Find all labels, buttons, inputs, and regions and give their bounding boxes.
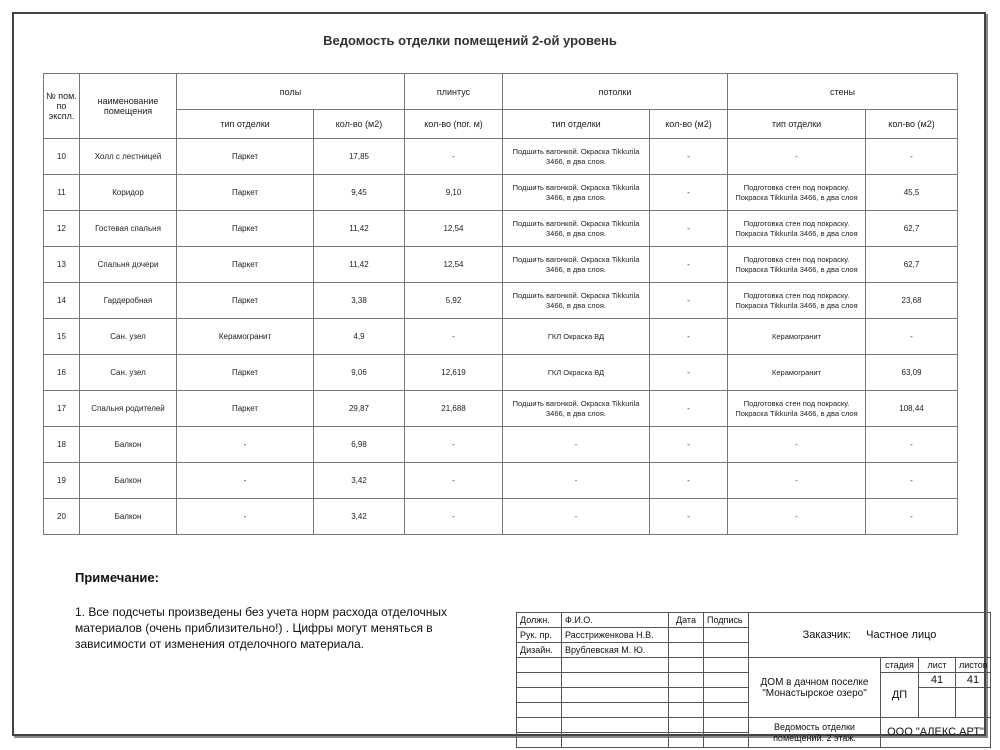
cell-plinth-qty: 5,92 — [405, 283, 503, 319]
cell-floor-qty: 11,42 — [314, 211, 405, 247]
stamp-col-date: Дата — [669, 613, 704, 628]
cell-ceiling-qty: - — [650, 247, 728, 283]
table-row — [44, 139, 958, 175]
stamp-empty — [956, 688, 991, 718]
header-room-number: № пом. по экспл. — [44, 74, 80, 139]
cell-room-number: 17 — [44, 391, 80, 427]
cell-room-number: 11 — [44, 175, 80, 211]
stamp-empty — [517, 658, 562, 673]
cell-wall-type: Подготовка стен под покраску. Покраска Tikkurila 3466, в два слоя — [728, 283, 866, 319]
cell-floor-type: Паркет — [177, 139, 314, 175]
stamp-stage: ДП — [881, 673, 919, 718]
stamp-col-name: Ф.И.О. — [562, 613, 669, 628]
stamp-drawing-title: Ведомость отделки помещений. 2 этаж. — [749, 718, 881, 748]
stamp-empty — [669, 658, 704, 673]
cell-room-number: 18 — [44, 427, 80, 463]
table-row — [44, 355, 958, 391]
cell-floor-type: Паркет — [177, 247, 314, 283]
cell-room-name: Гостевая спальня — [80, 211, 177, 247]
cell-floor-type: - — [177, 427, 314, 463]
table-row — [44, 247, 958, 283]
stamp-empty — [562, 673, 669, 688]
stamp-object: ДОМ в дачном поселке "Монастырское озеро" — [749, 658, 881, 718]
cell-room-number: 15 — [44, 319, 80, 355]
cell-ceiling-type: Подшить вагонкой. Окраска Tikkurila 3466, в два слоя. — [503, 175, 650, 211]
cell-wall-type: Керамогранит — [728, 319, 866, 355]
cell-room-number: 12 — [44, 211, 80, 247]
schedule-body — [44, 139, 958, 535]
cell-ceiling-qty: - — [650, 211, 728, 247]
table-row — [44, 319, 958, 355]
stamp-empty — [704, 688, 749, 703]
cell-floor-qty: 29,87 — [314, 391, 405, 427]
stamp-empty — [562, 703, 669, 718]
table-row — [44, 463, 958, 499]
header-plinth: плинтус — [405, 74, 503, 110]
cell-floor-qty: 9,06 — [314, 355, 405, 391]
stamp-empty — [517, 718, 562, 733]
cell-room-name: Спальня дочери — [80, 247, 177, 283]
stamp-empty — [517, 673, 562, 688]
cell-room-name: Балкон — [80, 427, 177, 463]
cell-floor-type: Паркет — [177, 355, 314, 391]
header-floor-qty: кол-во (м2) — [314, 110, 405, 139]
cell-ceiling-type: ГКЛ Окраска ВД — [503, 355, 650, 391]
cell-wall-qty: 63,09 — [866, 355, 958, 391]
cell-wall-qty: - — [866, 499, 958, 535]
note-title: Примечание: — [75, 570, 159, 585]
cell-plinth-qty: - — [405, 499, 503, 535]
stamp-col-sign: Подпись — [704, 613, 749, 628]
cell-floor-type: - — [177, 463, 314, 499]
cell-floor-type: Керамогранит — [177, 319, 314, 355]
cell-floor-qty: 11,42 — [314, 247, 405, 283]
stamp-customer-label: Заказчик: — [802, 628, 851, 641]
stamp-empty — [669, 703, 704, 718]
title-block — [516, 612, 991, 748]
cell-room-name: Гардеробная — [80, 283, 177, 319]
cell-wall-type: - — [728, 139, 866, 175]
cell-ceiling-qty: - — [650, 139, 728, 175]
stamp-date-2 — [669, 643, 704, 658]
stamp-empty — [517, 733, 562, 748]
header-floor-type: тип отделки — [177, 110, 314, 139]
cell-plinth-qty: - — [405, 427, 503, 463]
cell-ceiling-qty: - — [650, 463, 728, 499]
cell-wall-type: - — [728, 463, 866, 499]
cell-room-name: Спальня родителей — [80, 391, 177, 427]
header-ceiling-qty: кол-во (м2) — [650, 110, 728, 139]
cell-ceiling-qty: - — [650, 499, 728, 535]
cell-ceiling-type: Подшить вагонкой. Окраска Tikkurila 3466, в два слоя. — [503, 211, 650, 247]
cell-wall-qty: 108,44 — [866, 391, 958, 427]
stamp-col-position: Должн. — [517, 613, 562, 628]
cell-ceiling-type: - — [503, 499, 650, 535]
header-floors: полы — [177, 74, 405, 110]
cell-plinth-qty: - — [405, 463, 503, 499]
cell-wall-type: Подготовка стен под покраску. Покраска Tikkurila 3466, в два слоя — [728, 391, 866, 427]
cell-floor-type: Паркет — [177, 211, 314, 247]
cell-room-name: Балкон — [80, 499, 177, 535]
cell-ceiling-type: Подшить вагонкой. Окраска Tikkurila 3466, в два слоя. — [503, 283, 650, 319]
stamp-customer-cell — [749, 613, 991, 658]
stamp-empty — [669, 718, 704, 733]
cell-room-number: 20 — [44, 499, 80, 535]
header-walls: стены — [728, 74, 958, 110]
stamp-empty — [919, 688, 956, 718]
stamp-person-1: Расстриженкова Н.В. — [562, 628, 669, 643]
table-row — [44, 499, 958, 535]
cell-wall-qty: - — [866, 463, 958, 499]
table-row — [44, 211, 958, 247]
stamp-empty — [669, 673, 704, 688]
cell-wall-qty: 45,5 — [866, 175, 958, 211]
cell-plinth-qty: 9,10 — [405, 175, 503, 211]
cell-ceiling-type: - — [503, 463, 650, 499]
stamp-empty — [704, 673, 749, 688]
cell-room-number: 13 — [44, 247, 80, 283]
stamp-empty — [562, 733, 669, 748]
cell-ceiling-qty: - — [650, 283, 728, 319]
cell-floor-qty: 9,45 — [314, 175, 405, 211]
cell-floor-qty: 3,38 — [314, 283, 405, 319]
cell-wall-qty: - — [866, 139, 958, 175]
table-row — [44, 175, 958, 211]
header-plinth-qty: кол-во (пог. м) — [405, 110, 503, 139]
cell-wall-type: - — [728, 499, 866, 535]
cell-plinth-qty: 21,688 — [405, 391, 503, 427]
note-text: 1. Все подсчеты произведены без учета норм расхода отделочных материалов (очень приблизительно!) . Цифры могут меняться в зависимости от изменения отделочного материала. — [75, 605, 447, 651]
stamp-empty — [704, 718, 749, 733]
stamp-empty — [704, 733, 749, 748]
stamp-sheets: 41 — [956, 673, 991, 688]
cell-floor-qty: 3,42 — [314, 463, 405, 499]
cell-room-number: 14 — [44, 283, 80, 319]
cell-room-name: Балкон — [80, 463, 177, 499]
cell-floor-type: Паркет — [177, 283, 314, 319]
stamp-sign-2 — [704, 643, 749, 658]
cell-wall-qty: 62,7 — [866, 211, 958, 247]
table-row — [44, 391, 958, 427]
stamp-empty — [669, 688, 704, 703]
cell-plinth-qty: 12,54 — [405, 247, 503, 283]
cell-wall-qty: 23,68 — [866, 283, 958, 319]
cell-floor-qty: 17,85 — [314, 139, 405, 175]
stamp-empty — [704, 658, 749, 673]
cell-wall-type: Керамогранит — [728, 355, 866, 391]
cell-plinth-qty: - — [405, 319, 503, 355]
cell-ceiling-qty: - — [650, 427, 728, 463]
cell-floor-qty: 4,9 — [314, 319, 405, 355]
header-room-name: наименование помещения — [80, 74, 177, 139]
cell-floor-qty: 3,42 — [314, 499, 405, 535]
stamp-company: ООО "АЛЕКС.АРТ" — [881, 718, 991, 748]
stamp-role-1: Рук. пр. — [517, 628, 562, 643]
cell-room-number: 10 — [44, 139, 80, 175]
stamp-empty — [562, 718, 669, 733]
page-title: Ведомость отделки помещений 2-ой уровень — [323, 33, 617, 48]
cell-room-number: 19 — [44, 463, 80, 499]
table-row — [44, 427, 958, 463]
cell-plinth-qty: - — [405, 139, 503, 175]
stamp-sign-1 — [704, 628, 749, 643]
table-row — [44, 283, 958, 319]
stamp-empty — [562, 658, 669, 673]
cell-room-name: Сан. узел — [80, 319, 177, 355]
stamp-person-2: Врублевская М. Ю. — [562, 643, 669, 658]
stamp-empty — [704, 703, 749, 718]
cell-ceiling-type: Подшить вагонкой. Окраска Tikkurila 3466, в два слоя. — [503, 391, 650, 427]
stamp-empty — [517, 688, 562, 703]
cell-ceiling-qty: - — [650, 319, 728, 355]
stamp-empty — [562, 688, 669, 703]
stamp-sheet: 41 — [919, 673, 956, 688]
header-ceiling-type: тип отделки — [503, 110, 650, 139]
cell-wall-qty: - — [866, 319, 958, 355]
cell-wall-type: - — [728, 427, 866, 463]
stamp-sheets-label: листов — [956, 658, 991, 673]
stamp-role-2: Дизайн. — [517, 643, 562, 658]
cell-wall-type: Подготовка стен под покраску. Покраска Tikkurila 3466, в два слоя — [728, 175, 866, 211]
stamp-empty — [517, 703, 562, 718]
header-wall-type: тип отделки — [728, 110, 866, 139]
cell-wall-type: Подготовка стен под покраску. Покраска Tikkurila 3466, в два слоя — [728, 247, 866, 283]
cell-floor-type: Паркет — [177, 391, 314, 427]
cell-ceiling-qty: - — [650, 391, 728, 427]
cell-plinth-qty: 12,619 — [405, 355, 503, 391]
cell-floor-qty: 6,98 — [314, 427, 405, 463]
cell-ceiling-type: Подшить вагонкой. Окраска Tikkurila 3466, в два слоя. — [503, 139, 650, 175]
stamp-sheet-label: лист — [919, 658, 956, 673]
stamp-customer-value: Частное лицо — [866, 628, 937, 641]
cell-ceiling-type: Подшить вагонкой. Окраска Tikkurila 3466, в два слоя. — [503, 247, 650, 283]
stamp-stage-label: стадия — [881, 658, 919, 673]
cell-room-name: Холл с лестницей — [80, 139, 177, 175]
cell-ceiling-qty: - — [650, 175, 728, 211]
cell-ceiling-type: - — [503, 427, 650, 463]
cell-plinth-qty: 12,54 — [405, 211, 503, 247]
cell-room-name: Сан. узел — [80, 355, 177, 391]
header-ceilings: потолки — [503, 74, 728, 110]
cell-room-name: Коридор — [80, 175, 177, 211]
cell-ceiling-qty: - — [650, 355, 728, 391]
stamp-empty — [669, 733, 704, 748]
finish-schedule-table — [43, 73, 958, 535]
stamp-date-1 — [669, 628, 704, 643]
cell-wall-qty: 62,7 — [866, 247, 958, 283]
cell-floor-type: Паркет — [177, 175, 314, 211]
cell-wall-type: Подготовка стен под покраску. Покраска Tikkurila 3466, в два слоя — [728, 211, 866, 247]
cell-wall-qty: - — [866, 427, 958, 463]
cell-room-number: 16 — [44, 355, 80, 391]
header-wall-qty: кол-во (м2) — [866, 110, 958, 139]
cell-ceiling-type: ГКЛ Окраска ВД — [503, 319, 650, 355]
cell-floor-type: - — [177, 499, 314, 535]
